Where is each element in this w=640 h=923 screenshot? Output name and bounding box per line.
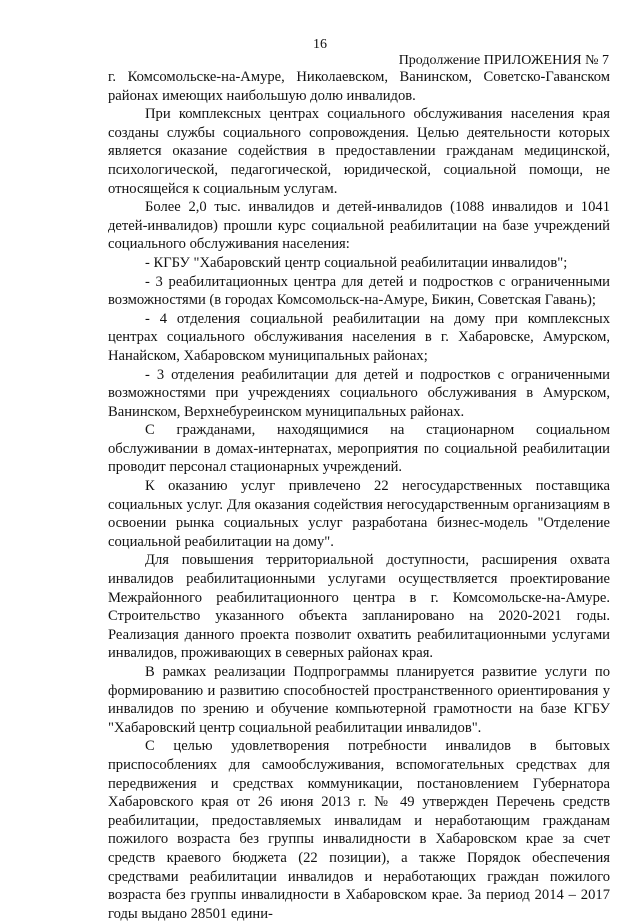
paragraph-inpatient: С гражданами, находящимися на стационарном социальном обслуживании в домах-интернатах, мероприятия по социальной реабилитации проводит персонал стационарных учреждений. [108,422,610,476]
paragraph-interdistrict-center: Для повышения территориальной доступности, расширения охвата инвалидов реабилитационными услугами осуществляется проектирование Межрайонного реабилитационного центра в г. Комсомольске-на-Амуре. Строительство указанного объекта запланировано на 2020-2021 годы. Реализация данного проекта позволит охватить реабилитационными услугами инвалидов, проживающих в северных районах края. [108,552,610,662]
page-number: 16 [313,37,327,52]
list-item-children-centers: - 3 реабилитационных центра для детей и подростков с ограниченными возможностями (в городах Комсомольск-на-Амуре, Бикин, Советская Гавань); [108,273,610,309]
paragraph-continuation: г. Комсомольске-на-Амуре, Николаевском, Ванинском, Советско-Гаванском районах имеющих наибольшую долю инвалидов. [108,69,610,104]
list-item-center: - КГБУ "Хабаровский центр социальной реабилитации инвалидов"; [145,254,568,271]
list-item-children-departments: - 3 отделения реабилитации для детей и подростков с ограниченными возможностями при учреждениях социального обслуживания в Амурском, Ванинском, Верхнебуреинском муниципальных районах. [108,366,610,420]
paragraph-rehabilitation-stats: Более 2,0 тыс. инвалидов и детей-инвалидов (1088 инвалидов и 1041 детей-инвалидов) прошли курс социальной реабилитации на базе учреждений социального обслуживания населения: [108,199,610,253]
paragraph-rehabilitation-means: С целью удовлетворения потребности инвалидов в бытовых приспособлениях для самообслуживания, вспомогательных средствах для передвижения и средствах коммуникации, постановлением Губернатора Хабаровского края от 26 июня 2013 г. № 49 утвержден Перечень средств реабилитации, предоставляемых инвалидам и неработающим гражданам пожилого возраста без группы инвалидности в Хабаровском крае за счет средств краевого бюджета (22 позиции), а также Порядок обеспечения средствами реабилитации инвалидов и неработающих граждан пожилого возраста без группы инвалидности в Хабаровском крае. За период 2014 – 2017 годы выдано 28501 едини- [108,738,610,922]
paragraph-subprogram: В рамках реализации Подпрограммы планируется развитие услуги по формированию и развитию способностей пространственного ориентирования у инвалидов по зрению и обучение компьютерной грамотности на базе КГБУ "Хабаровский центр социальной реабилитации инвалидов". [108,664,610,736]
document-body [108,68,610,923]
paragraph-non-state-providers: К оказанию услуг привлечено 22 негосударственных поставщика социальных услуг. Для оказания содействия негосударственным организациям в освоении рынка социальных услуг разработана бизнес-модель "Отделение социальной реабилитации на дому". [108,478,610,550]
appendix-continuation-note: Продолжение ПРИЛОЖЕНИЯ № 7 [398,53,609,68]
list-item-home-departments: - 4 отделения социальной реабилитации на дому при комплексных центрах социального обслуживания населения в г. Хабаровске, Амурском, Нанайском, Хабаровском муниципальных районах; [108,310,610,364]
paragraph-support-services: При комплексных центрах социального обслуживания населения края созданы службы социального сопровождения. Целью деятельности которых является оказание содействия в предоставлении гражданам медицинской, психологической, педагогической, юридической, социальной помощи, не относящейся к социальным услугам. [108,106,610,197]
